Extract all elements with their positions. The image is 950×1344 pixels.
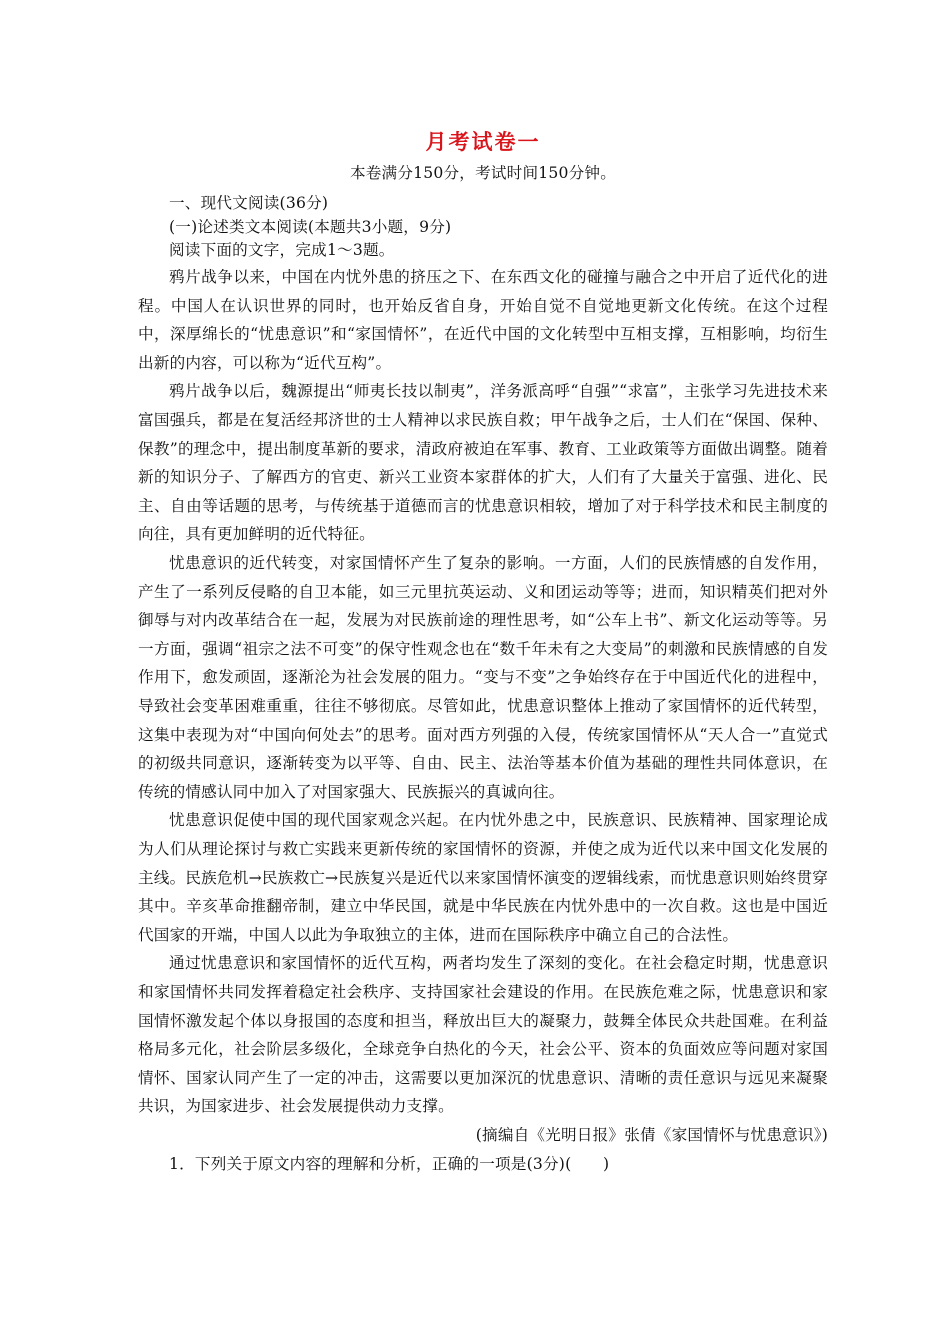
section-subheading: (一)论述类文本阅读(本题共3小题，9分)	[169, 217, 452, 236]
page-title: 月考试卷一	[425, 130, 541, 154]
article-paragraph-2: 鸦片战争以后，魏源提出“师夷长技以制夷”，洋务派高呼“自强”“求富”，主张学习先进技术来富国强兵，都是在复活经邦济世的士人精神以求民族自救；甲午战争之后，士人们在“保国、保种、保教”的理念中，提出制度革新的要求，清政府被迫在军事、教育、工业政策等方面做出调整。随着新的知识分子、了解西方的官吏、新兴工业资本家群体的扩大，人们有了大量关于富强、进化、民主、自由等话题的思考，与传统基于道德而言的忧患意识相较，增加了对于科学技术和民主制度的向往，具有更加鲜明的近代特征。	[138, 382, 828, 544]
exam-info: 本卷满分150分，考试时间150分钟。	[349, 164, 617, 182]
article-paragraph-4: 忧患意识促使中国的现代国家观念兴起。在内忧外患之中，民族意识、民族精神、国家理论成为人们从理论探讨与救亡实践来更新传统的家国情怀的资源，并使之成为近代以来中国文化发展的主线。民族危机→民族救亡→民族复兴是近代以来家国情怀演变的逻辑线索，而忧患意识则始终贯穿其中。辛亥革命推翻帝制，建立中华民国，就是中华民族在内忧外患中的一次自救。这也是中国近代国家的开端，中国人以此为争取独立的主体，进而在国际秩序中确立自己的合法性。	[138, 811, 828, 944]
article-source: (摘编自《光明日报》张倩《家国情怀与忧患意识》)	[475, 1125, 828, 1144]
exam-page	[138, 116, 828, 1178]
article-paragraph-1: 鸦片战争以来，中国在内忧外患的挤压之下、在东西文化的碰撞与融合之中开启了近代化的进程。中国人在认识世界的同时，也开始反省自身，开始自觉不自觉地更新文化传统。在这个过程中，深厚绵长的“忧患意识”和“家国情怀”，在近代中国的文化转型中互相支撑，互相影响，均衍生出新的内容，可以称为“近代互构”。	[138, 268, 828, 372]
reading-instruction: 阅读下面的文字，完成1～3题。	[169, 241, 395, 260]
article-paragraph-5: 通过忧患意识和家国情怀的近代互构，两者均发生了深刻的变化。在社会稳定时期，忧患意识和家国情怀共同发挥着稳定社会秩序、支持国家社会建设的作用。在民族危难之际，忧患意识和家国情怀激发起个体以身报国的态度和担当，释放出巨大的凝聚力，鼓舞全体民众共赴国难。在利益格局多元化，社会阶层多级化，全球竞争白热化的今天，社会公平、资本的负面效应等问题对家国情怀、国家认同产生了一定的冲击，这需要以更加深沉的忧患意识、清晰的责任意识与远见来凝聚共识，为国家进步、社会发展提供动力支撑。	[138, 954, 828, 1116]
article-paragraph-3: 忧患意识的近代转变，对家国情怀产生了复杂的影响。一方面，人们的民族情感的自发作用，产生了一系列反侵略的自卫本能，如三元里抗英运动、义和团运动等等；进而，知识精英们把对外御辱与对内改革结合在一起，发展为对民族前途的理性思考，如“公车上书”、新文化运动等等。另一方面，强调“祖宗之法不可变”的保守性观念也在“数千年未有之大变局”的刺激和民族情感的自发作用下，愈发顽固，逐渐沦为社会发展的阻力。“变与不变”之争始终存在于中国近代化的进程中，导致社会变革困难重重，往往不够彻底。尽管如此，忧患意识整体上推动了家国情怀的近代转型，这集中表现为对“中国向何处去”的思考。面对西方列强的入侵，传统家国情怀从“天人合一”直觉式的初级共同意识，逐渐转变为以平等、自由、民主、法治等基本价值为基础的理性共同体意识，在传统的情感认同中加入了对国家强大、民族振兴的真诚向往。	[138, 554, 828, 801]
section-heading: 一、现代文阅读(36分)	[169, 194, 329, 212]
question-1: 1．下列关于原文内容的理解和分析，正确的一项是(3分)( )	[169, 1154, 610, 1173]
